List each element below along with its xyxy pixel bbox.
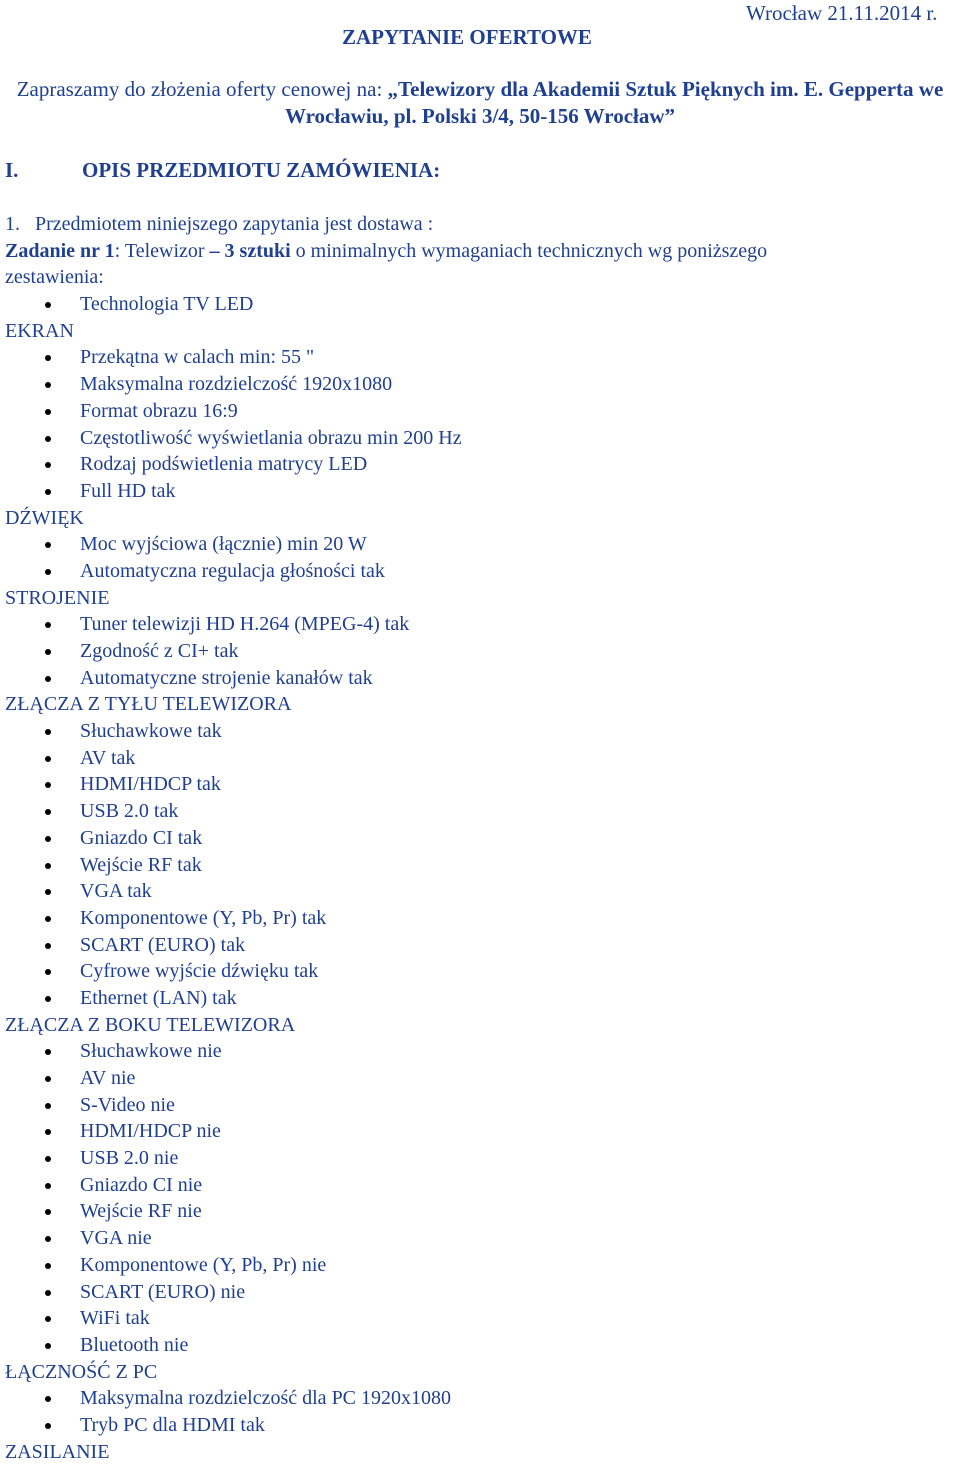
spec-item: WiFi tak: [5, 1305, 955, 1332]
spec-item: Słuchawkowe nie: [5, 1038, 955, 1065]
spec-item: Tryb PC dla HDMI tak: [5, 1412, 955, 1439]
spec-heading-ekran: EKRAN: [5, 319, 74, 342]
point-1-text: Przedmiotem niniejszego zapytania jest dostawa :: [35, 213, 434, 235]
spec-item: VGA nie: [5, 1225, 955, 1252]
spec-item: Maksymalna rozdzielczość dla PC 1920x1080: [5, 1385, 955, 1412]
task-dash: –: [209, 239, 220, 262]
spec-item: Przekątna w calach min: 55 ": [5, 344, 955, 371]
task-qty: 3 sztuki: [219, 239, 291, 262]
spec-item: Wejście RF tak: [5, 852, 955, 879]
intro-prefix: Zapraszamy do złożenia oferty cenowej na:: [16, 77, 388, 101]
spec-heading-zlacza-tyl: ZŁĄCZA Z TYŁU TELEWIZORA: [5, 693, 292, 716]
spec-heading-strojenie: STROJENIE: [5, 586, 110, 609]
spec-item: Maksymalna rozdzielczość 1920x1080: [5, 371, 955, 398]
spec-item: AV tak: [5, 745, 955, 772]
spec-heading-zlacza-bok: ZŁĄCZA Z BOKU TELEWIZORA: [5, 1013, 296, 1036]
spec-heading-zasilanie: ZASILANIE: [5, 1440, 110, 1463]
spec-item: VGA tak: [5, 878, 955, 905]
intro-paragraph: [0, 76, 960, 130]
spec-item: S-Video nie: [5, 1092, 955, 1119]
spec-item: Format obrazu 16:9: [5, 398, 955, 425]
section-title: OPIS PRZEDMIOTU ZAMÓWIENIA:: [82, 158, 441, 182]
spec-item: Słuchawkowe tak: [5, 718, 955, 745]
spec-item: Zgodność z CI+ tak: [5, 638, 955, 665]
document-title: ZAPYTANIE OFERTOWE: [342, 25, 592, 49]
task-label: Zadanie nr 1: [5, 239, 115, 262]
spec-item: Automatyczna regulacja głośności tak: [5, 558, 955, 585]
spec-item: HDMI/HDCP tak: [5, 771, 955, 798]
spec-item: SCART (EURO) tak: [5, 932, 955, 959]
intro-subject: „Telewizory dla Akademii Sztuk Pięknych im. E. Gepperta we Wrocławiu, pl. Polski 3/4, 50-156 Wrocław”: [284, 77, 944, 128]
spec-item: Cyfrowe wyjście dźwięku tak: [5, 958, 955, 985]
task-line-continued: zestawienia:: [5, 266, 104, 289]
spec-item: Gniazdo CI tak: [5, 825, 955, 852]
task-line: [5, 238, 955, 265]
spec-item: USB 2.0 nie: [5, 1145, 955, 1172]
spec-item: Rodzaj podświetlenia matrycy LED: [5, 451, 955, 478]
spec-item: HDMI/HDCP nie: [5, 1118, 955, 1145]
section-heading: [5, 157, 440, 183]
task-text-b: o minimalnych wymaganiach technicznych wg poniższego: [290, 239, 768, 262]
spec-item: Automatyczne strojenie kanałów tak: [5, 665, 955, 692]
spec-item: Bluetooth nie: [5, 1332, 955, 1359]
spec-item: Gniazdo CI nie: [5, 1172, 955, 1199]
spec-item: Technologia TV LED: [5, 291, 955, 318]
spec-item: AV nie: [5, 1065, 955, 1092]
spec-item: Full HD tak: [5, 478, 955, 505]
spec-item: Wejście RF nie: [5, 1198, 955, 1225]
spec-item: Tuner telewizji HD H.264 (MPEG-4) tak: [5, 611, 955, 638]
spec-item: Moc wyjściowa (łącznie) min 20 W: [5, 531, 955, 558]
section-number: I.: [5, 158, 19, 182]
point-1-number: 1.: [5, 213, 20, 235]
spec-item: USB 2.0 tak: [5, 798, 955, 825]
point-1: [5, 211, 955, 238]
document-date: Wrocław 21.11.2014 r.: [746, 1, 938, 25]
spec-item: Ethernet (LAN) tak: [5, 985, 955, 1012]
spec-item: Częstotliwość wyświetlania obrazu min 200 Hz: [5, 425, 955, 452]
task-text-a: : Telewizor: [114, 239, 210, 262]
specification-content: [5, 211, 955, 1465]
spec-heading-lacznosc-pc: ŁĄCZNOŚĆ Z PC: [5, 1360, 158, 1383]
spec-item: Komponentowe (Y, Pb, Pr) tak: [5, 905, 955, 932]
spec-heading-dzwiek: DŹWIĘK: [5, 506, 84, 529]
spec-item: SCART (EURO) nie: [5, 1279, 955, 1306]
spec-item: Komponentowe (Y, Pb, Pr) nie: [5, 1252, 955, 1279]
